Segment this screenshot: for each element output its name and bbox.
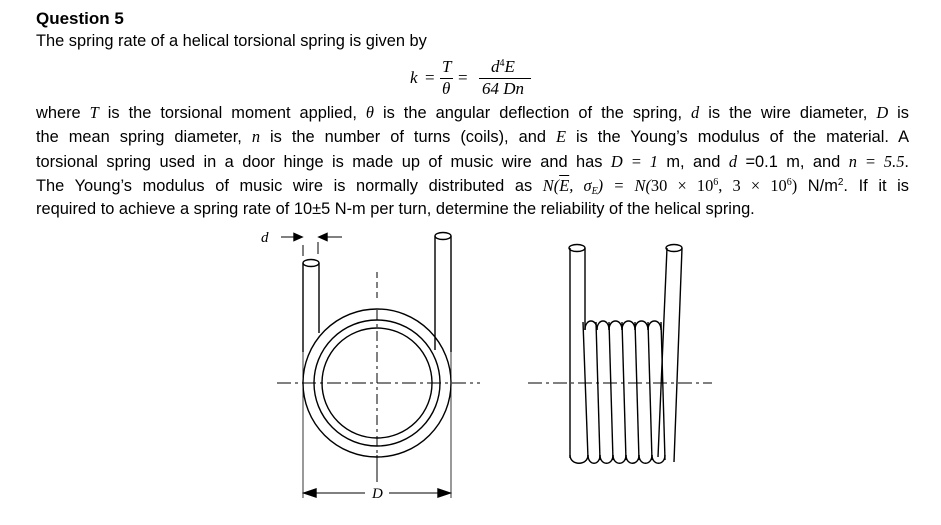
formula-k: k: [410, 68, 418, 87]
formula-eq2: =: [458, 68, 468, 87]
spring-top-view: [277, 233, 480, 499]
paragraph-line-2: the mean spring diameter, n is the number of turns (coils), and E is the Young’s modulus of the material. A: [36, 127, 909, 146]
question-title: Question 5: [36, 9, 124, 28]
formula-E: E: [504, 57, 515, 76]
intro-text: The spring rate of a helical torsional spring is given by: [36, 32, 427, 50]
paragraph-line-5: required to achieve a spring rate of 10±5 N-m per turn, determine the reliability of the helical spring.: [36, 200, 755, 218]
paragraph-line-1: where T is the torsional moment applied, θ is the angular deflection of the spring, d is the wire diameter, D is: [36, 103, 909, 122]
formula-d: d: [491, 57, 500, 76]
spring-side-view: [528, 245, 712, 464]
paragraph-line-3: torsional spring used in a door hinge is made up of music wire and has D = 1 m, and d =0.1 m, and n = 5.5.: [36, 152, 909, 171]
formula-denominator: 64 Dn: [482, 79, 525, 98]
paragraph-line-4: The Young’s modulus of music wire is normally distributed as $N(\overline{E}$, $\sigma_E) = N(30 \times 10^6$, $3 \times 10^6$) $N/m^2$. If it is: [36, 176, 909, 197]
mean-diameter-label: D: [372, 486, 383, 502]
formula-eq1: =: [425, 68, 435, 87]
formula-T: T: [442, 57, 452, 76]
formula-exp4: 4: [499, 58, 505, 69]
formula-theta: θ: [442, 79, 451, 98]
wire-diameter-label: d: [261, 230, 269, 246]
